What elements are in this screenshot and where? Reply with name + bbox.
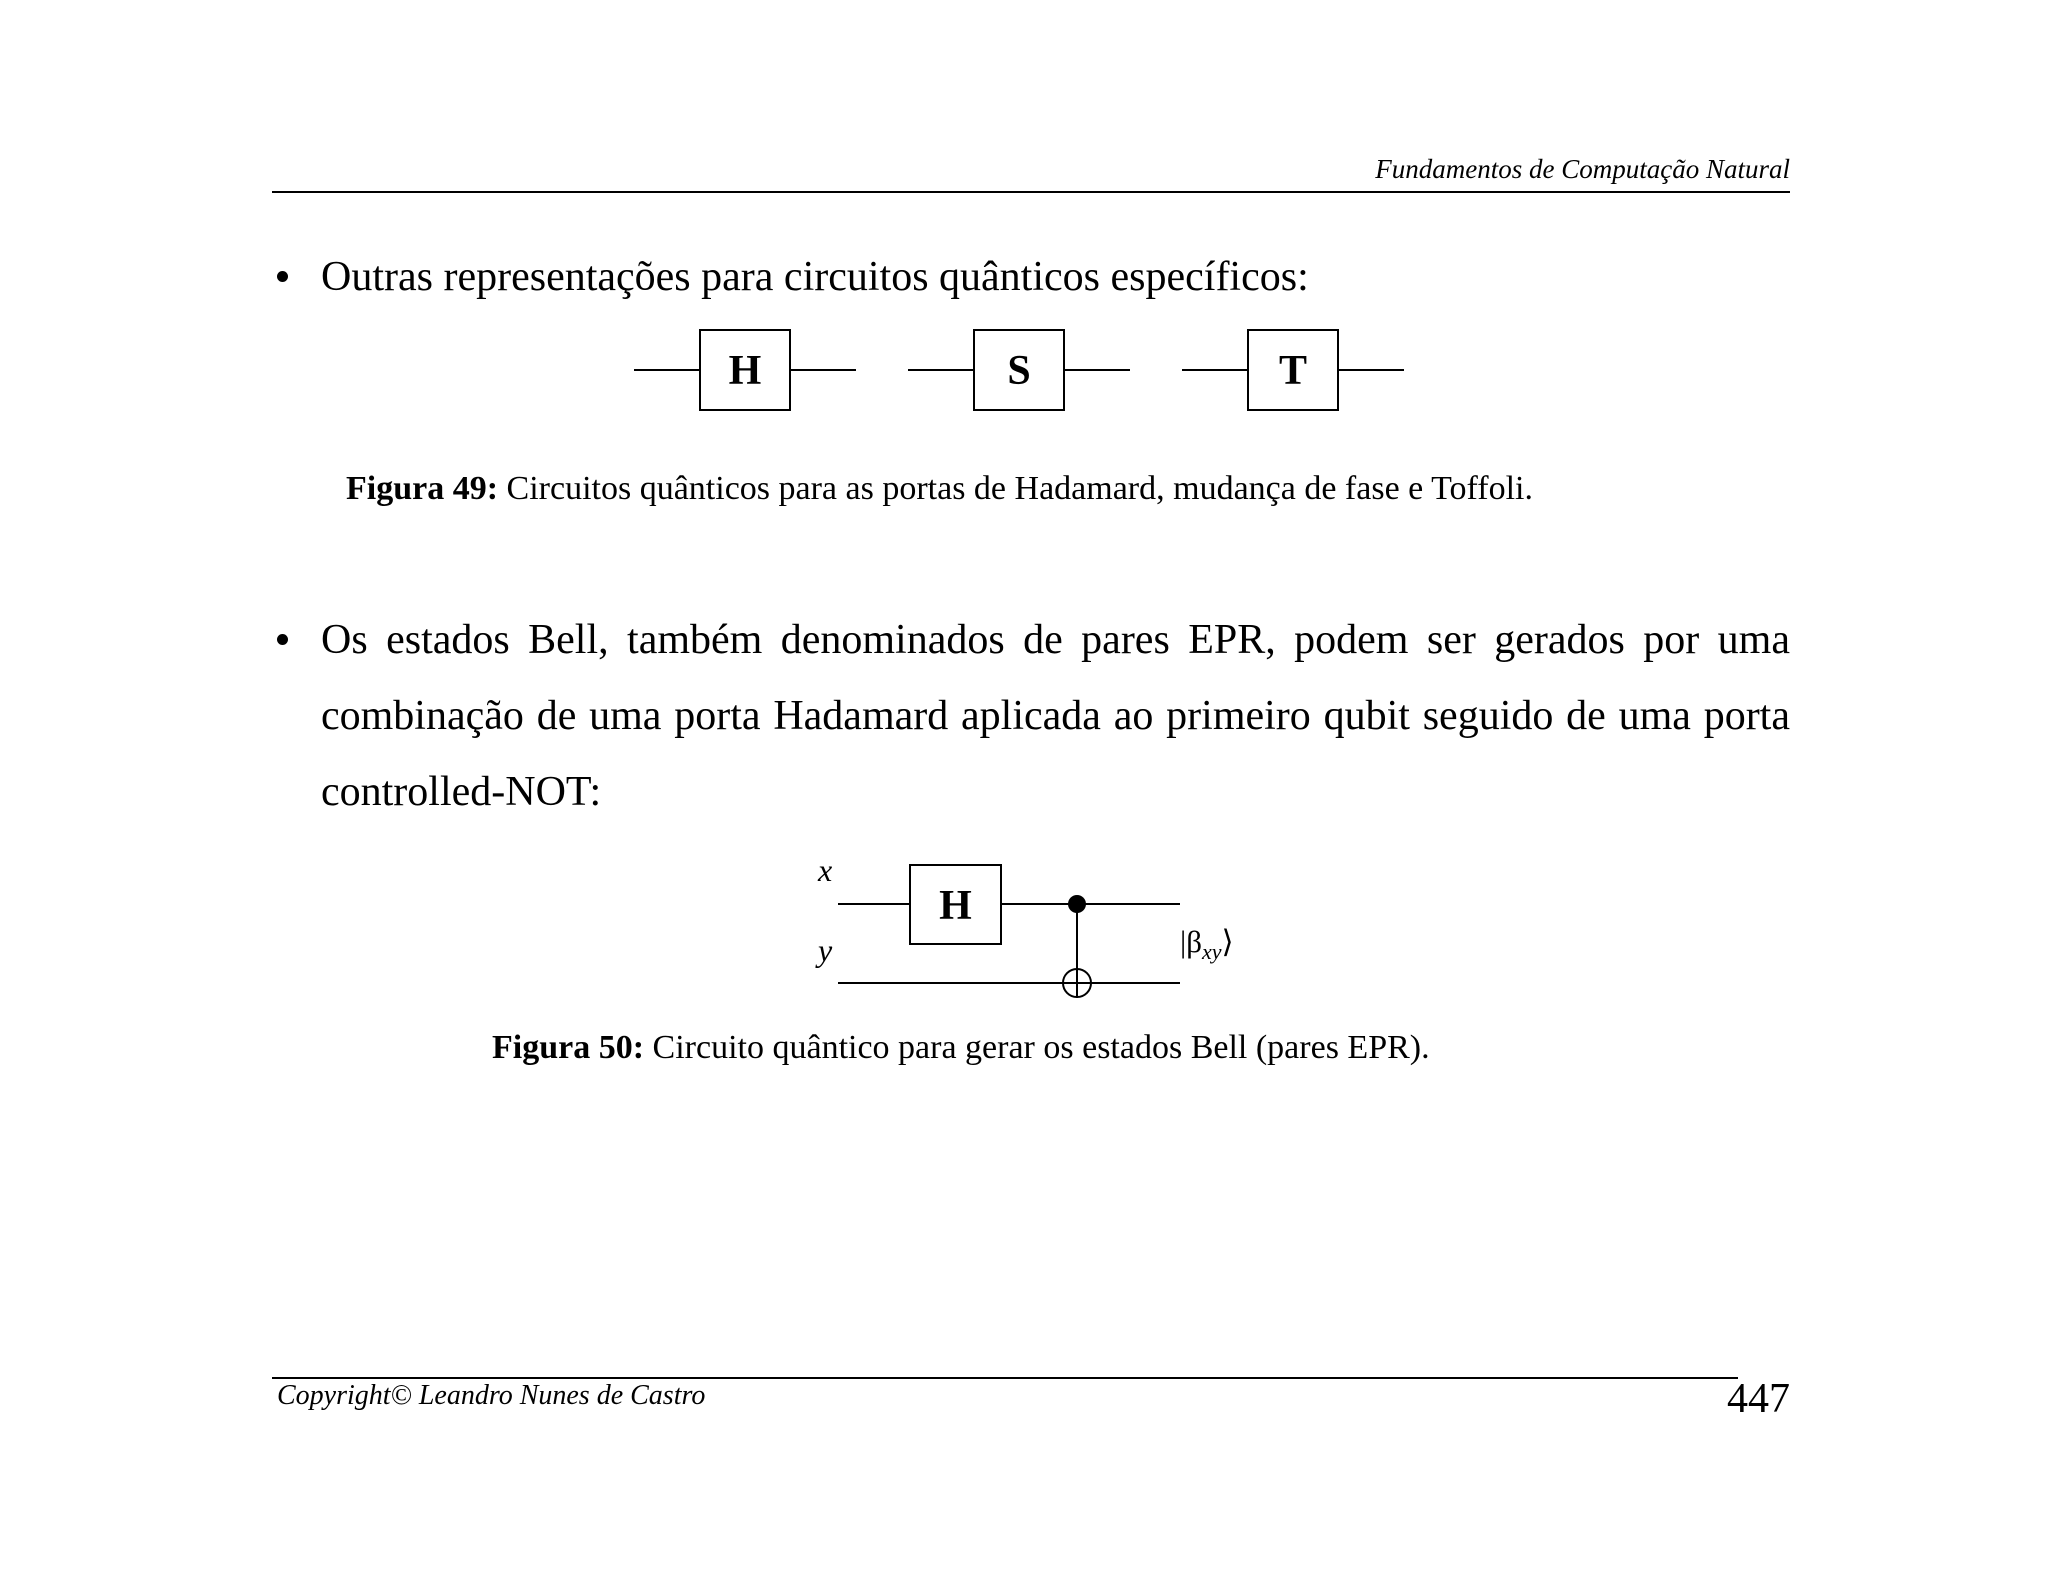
bullet-text-2: Os estados Bell, também denominados de pares EPR, podem ser gerados por uma combinação de uma porta Hadamard aplicada ao primeiro qubit seguido de uma porta controlled-NOT: <box>321 617 1790 815</box>
figure-50-caption <box>492 1029 1430 1067</box>
bullet-text-1: Outras representações para circuitos quânticos específicos: <box>321 254 1309 300</box>
figure-50-label: Figura 50: <box>492 1029 645 1066</box>
figure-50-text: Circuito quântico para gerar os estados Bell (pares EPR). <box>652 1029 1430 1066</box>
header-rule <box>272 191 1790 193</box>
hadamard-gate <box>634 330 856 410</box>
copyright-notice: Copyright© Leandro Nunes de Castro <box>277 1380 706 1411</box>
gate-label-h: H <box>728 348 762 394</box>
input-label-y: y <box>818 932 833 968</box>
gate-label-t: T <box>1278 348 1308 394</box>
gate-label-h: H <box>939 883 972 929</box>
running-header: Fundamentos de Computação Natural <box>1375 154 1790 184</box>
figure-49-gates <box>620 320 1420 420</box>
phase-gate <box>908 330 1130 410</box>
figure-49-caption <box>346 470 1533 508</box>
t-gate <box>1182 330 1404 410</box>
gate-label-s: S <box>1007 348 1031 394</box>
bullet-marker <box>277 271 288 282</box>
bell-state-output: $|\beta_{xy}⟩$ <box>1180 924 1234 964</box>
page-number: 447 <box>1727 1376 1790 1422</box>
figure-49-label: Figura 49: <box>346 470 499 507</box>
input-label-x: x <box>818 852 833 888</box>
figure-50-bell-circuit <box>800 848 1260 1008</box>
footer-rule <box>272 1377 1738 1379</box>
cnot-control-dot <box>1068 895 1086 913</box>
bullet-marker <box>277 634 288 645</box>
figure-49-text: Circuitos quânticos para as portas de Hadamard, mudança de fase e Toffoli. <box>506 470 1533 507</box>
